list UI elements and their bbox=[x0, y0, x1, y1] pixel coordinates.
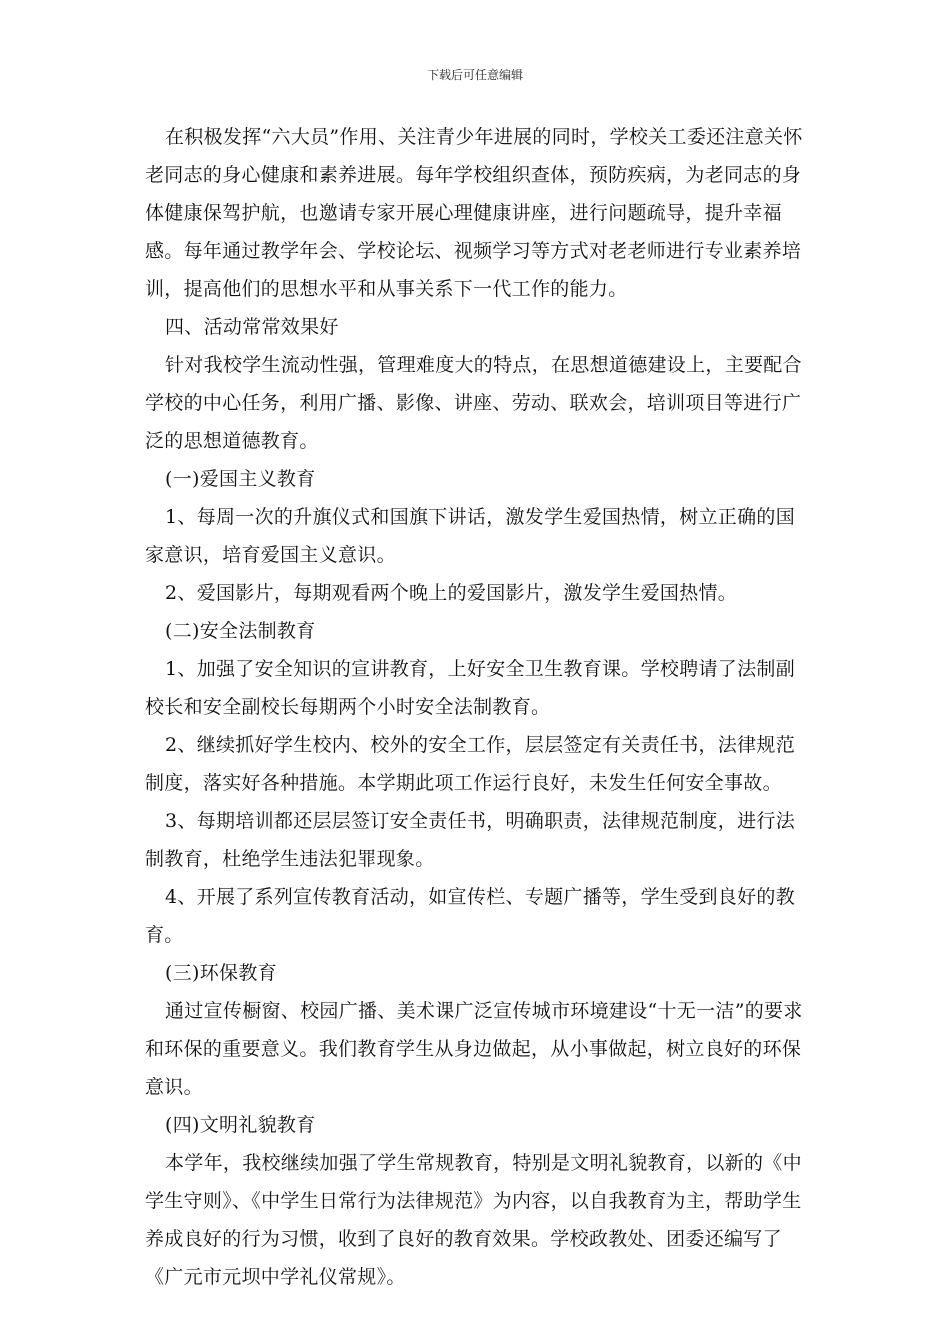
subsection-heading-safety-law: (二)安全法制教育 bbox=[165, 620, 316, 642]
page-header: 下载后可任意编辑 bbox=[426, 68, 523, 82]
paragraph-care-for-veterans: 在积极发挥“六大员”作用、关注青少年进展的同时，学校关工委还注意关怀老同志的身心健康和素养进展。每年学校组织查体，预防疾病，为老同志的身体健康保驾护航，也邀请专家开展心理健康讲座，进行问题疏导，提升幸福感。每年通过教学年会、学校论坛、视频学习等方式对老老师进行专业素养培训，提高他们的思想水平和从事关系下一代工作的能力。 bbox=[145, 126, 803, 300]
paragraph-civility-education: 本学年，我校继续加强了学生常规教育，特别是文明礼貌教育，以新的《中学生守则》、《中学生日常行为法律规范》为内容，以自我教育为主，帮助学生养成良好的行为习惯，收到了良好的教育效果。学校政教处、团委还编写了《广元市元坝中学礼仪常规》。 bbox=[145, 1152, 802, 1288]
list-item-flag-ceremony: 1、每周一次的升旗仪式和国旗下讲话，激发学生爱国热情，树立正确的国家意识，培育爱国主义意识。 bbox=[145, 506, 795, 566]
document-body bbox=[145, 118, 810, 1296]
list-item-patriotic-films: 2、爱国影片，每期观看两个晚上的爱国影片，激发学生爱国热情。 bbox=[165, 582, 738, 604]
paragraph-environment-education: 通过宣传橱窗、校园广播、美术课广泛宣传城市环境建设“十无一洁”的要求和环保的重要意义。我们教育学生从身边做起，从小事做起，树立良好的环保意识。 bbox=[145, 1000, 803, 1098]
list-item-safety-work: 2、继续抓好学生校内、校外的安全工作，层层签定有关责任书，法律规范制度，落实好各种措施。本学期此项工作运行良好，未发生任何安全事故。 bbox=[145, 734, 795, 794]
list-item-responsibility-letters: 3、每期培训都还层层签订安全责任书，明确职责，法律规范制度，进行法制教育，杜绝学生违法犯罪现象。 bbox=[145, 810, 795, 870]
paragraph-moral-education: 针对我校学生流动性强，管理难度大的特点，在思想道德建设上，主要配合学校的中心任务，利用广播、影像、讲座、劳动、联欢会，培训项目等进行广泛的思想道德教育。 bbox=[145, 354, 802, 452]
subsection-heading-environment: (三)环保教育 bbox=[165, 962, 277, 984]
list-item-safety-lectures: 1、加强了安全知识的宣讲教育，上好安全卫生教育课。学校聘请了法制副校长和安全副校长每期两个小时安全法制教育。 bbox=[145, 658, 795, 718]
subsection-heading-civility: (四)文明礼貌教育 bbox=[165, 1114, 316, 1136]
list-item-publicity-activities: 4、开展了系列宣传教育活动，如宣传栏、专题广播等，学生受到良好的教育。 bbox=[145, 886, 795, 946]
section-heading-4: 四、活动常常效果好 bbox=[165, 316, 339, 338]
subsection-heading-patriotism: (一)爱国主义教育 bbox=[165, 468, 316, 490]
